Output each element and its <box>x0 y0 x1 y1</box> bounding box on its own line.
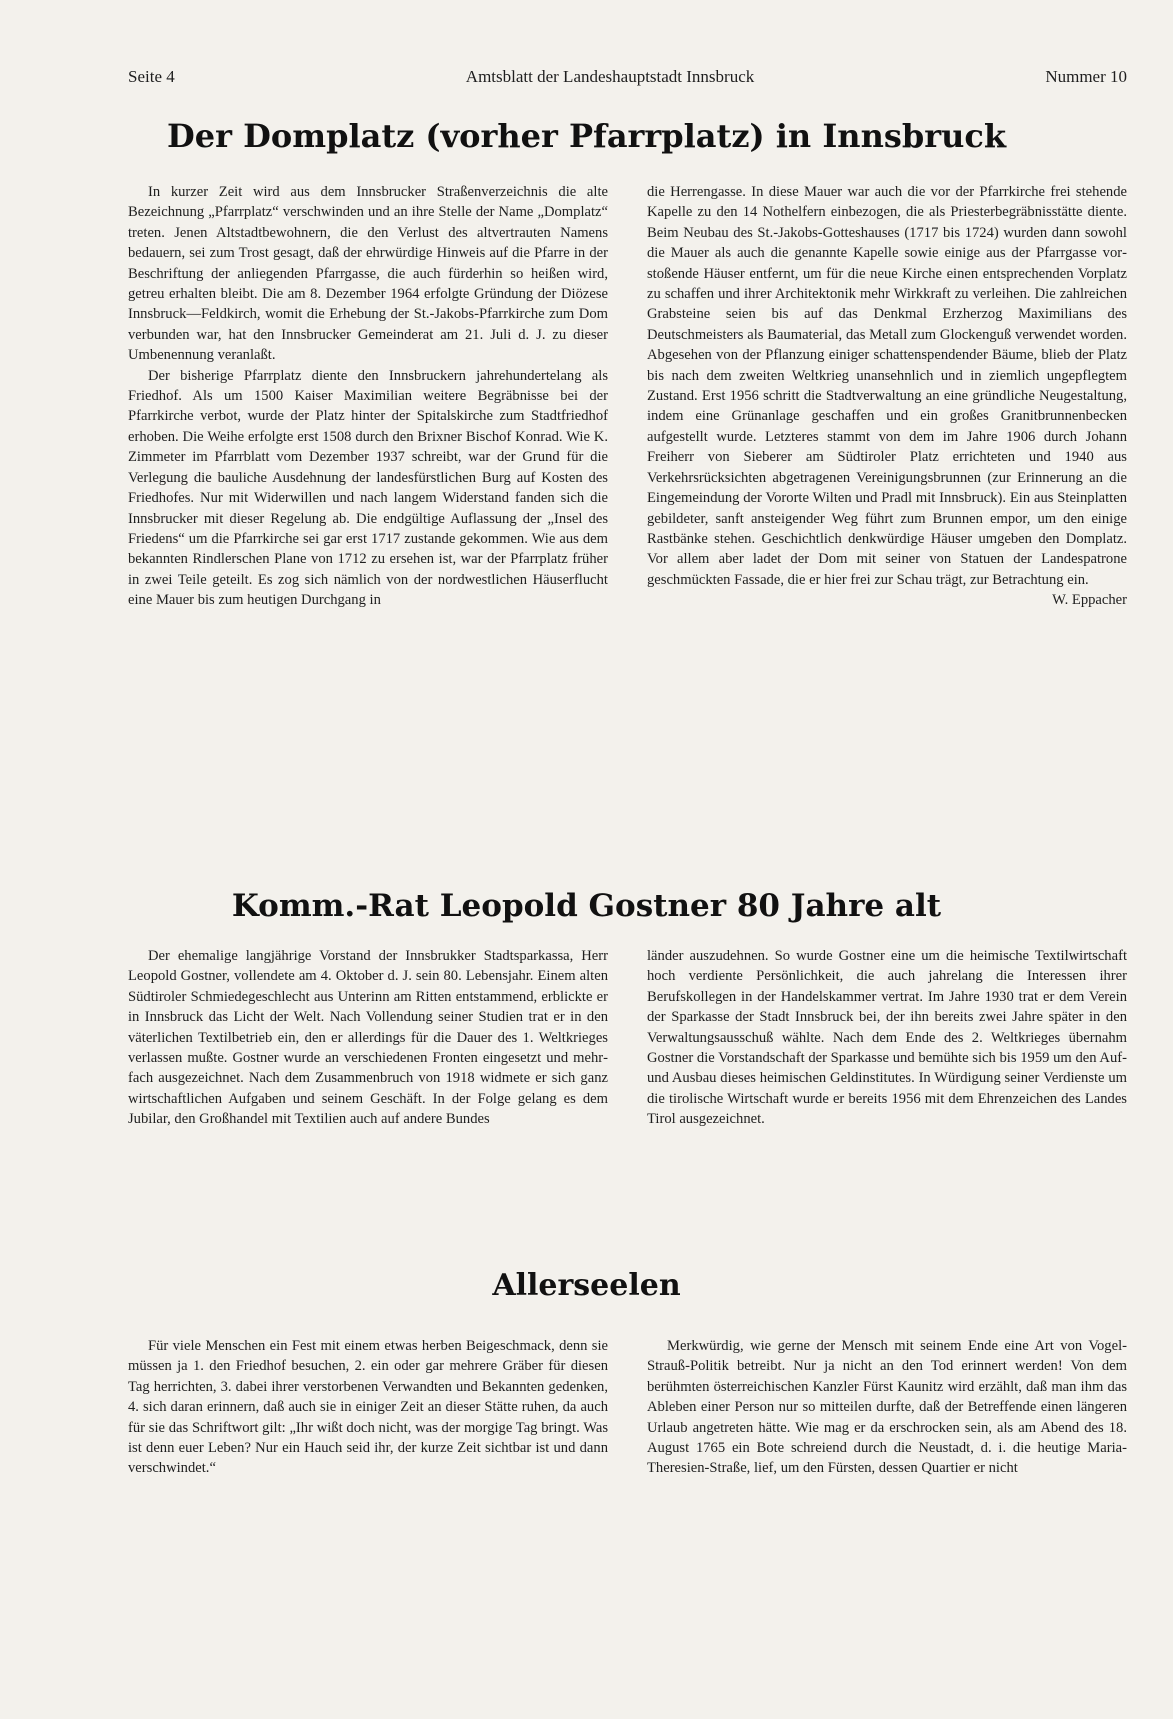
page-header <box>128 67 1127 87</box>
article-body-gostner <box>128 946 1127 1246</box>
paragraph-text: die Herrengasse. In diese Mauer war auch die vor der Pfarrkirche frei stehende Kapelle zu den 14 Nothelfern einbezogen, die als Priesterbegräbnisstätte diente. Beim Neubau des St.-Jakobs-Gotteshauses (1717 bis 1724) wurden dann sowohl die Mauer als auch die genannte Kapelle sowie einige aus der Pfarrgasse vorstoßende Häuser entfernt, um für die neue Kirche einen entsprechenden Vorplatz zu schaffen und ihrer Architektonik mehr Wirkkraft zu verleihen. Die zahlreichen Grabsteine seien bis auf das Denkmal Erzherzog Maximilians des Deutschmeisters als Baumaterial, das Metall zum Glockenguß verwendet worden. Abgesehen von der Pflanzung einiger schattenspendender Bäume, blieb der Platz bis nach dem zweiten Weltkrieg unansehnlich und in ziemlich ungepflegtem Zustand. Erst 1956 schritt die Stadtverwaltung an eine gründliche Neugestaltung, indem eine Grünanlage geschaffen und ein großes Granitbrunnenbecken aufgestellt wurde. Letzteres stammt von dem im Jahre 1906 durch Johann Freiherr von Sieberer am Südtiroler Platz errichteten und 1940 aus Verkehrsrücksichten abgetragenen Vereinigungsbrunnen (zur Erinnerung an die Eingemeindung der Vororte Wilten und Pradl mit Innsbruck). Ein aus Steinplatten gebildeter, sanft ansteigender Weg führt zum Brunnen empor, um den einige Rastbänke stehen. Geschichtlich denkwürdige Häuser umgeben den Domplatz. Vor allem aber ladet der Dom mit seiner von Statuen der Landespatrone geschmückten Fassade, die er hier frei zur Schau trägt, zur Betrachtung ein. <box>647 184 1127 588</box>
article-title-gostner: Komm.-Rat Leopold Gostner 80 Jahre alt <box>231 888 942 924</box>
article-body-domplatz <box>128 182 1127 852</box>
paragraph: Für viele Menschen ein Fest mit einem etwas herben Beigeschmack, denn sie müssen ja 1. den Friedhof besuchen, 2. ein oder gar mehrere Gräber für diesen Tag herrichten, 3. dabei ihrer verstorbenen Verwandten und Bekannten gedenken, 4. sich daran erinnern, daß auch sie in einiger Zeit an dieser Stätte ruhen, da auch für sie das Schriftwort gilt: „Ihr wißt doch nicht, was der morgige Tag bringt. Was ist denn euer Leben? Nur ein Hauch seid ihr, der kurze Zeit sichtbar ist und dann verschwindet.“ <box>128 1338 608 1477</box>
article-title-domplatz: Der Domplatz (vorher Pfarrplatz) in Innsbruck <box>167 117 1006 155</box>
paragraph <box>647 182 1127 609</box>
article-column-right <box>647 946 1127 1246</box>
paragraph: In kurzer Zeit wird aus dem Innsbrucker Straßenverzeichnis die alte Bezeichnung „Pfarrplatz“ verschwinden und an ihre Stelle der Name „Domplatz“ treten. Jenen Altstadtbewohnern, die den Verlust des altvertrauten Namens bedauern, sei zum Trost gesagt, daß der ehrwürdige Hinweis auf die Pfarre in der Beschriftung der anliegenden Pfarrgasse, die auch fürderhin so heißen wird, getreu erhalten bleibt. Die am 8. Dezember 1964 erfolgte Gründung der Diözese Innsbruck—Feldkirch, womit die Erhebung der St.-Jakobs-Pfarrkirche zum Dom verbunden war, hat den Innsbrucker Gemeinderat am 21. Juli d. J. zu dieser Umbenennung veranlaßt. <box>128 184 608 364</box>
paragraph: Der ehemalige langjährige Vorstand der Innsbrukker Stadtsparkassa, Herr Leopold Gostner, vollendete am 4. Oktober d. J. sein 80. Lebensjahr. Einem alten Südtiroler Schmiedegeschlecht aus Unterinn am Ritten entstammend, erblickte er in Innsbruck das Licht der Welt. Nach Vollendung seiner Studien trat er in den väterlichen Textilbetrieb ein, den er allerdings für die Dauer des 1. Weltkrieges verlassen mußte. Gostner wurde an verschiedenen Fronten eingesetzt und mehrfach ausgezeichnet. Nach dem Zusammenbruch von 1918 widmete er sich ganz wirtschaftlichen Aufgaben und seinem Geschäft. In der Folge gelang es dem Jubilar, den Großhandel mit Textilien auch auf andere Bundes <box>128 948 608 1128</box>
article-column-left <box>128 946 608 1246</box>
article-body-allerseelen <box>128 1336 1127 1477</box>
article-column-left <box>128 1336 608 1477</box>
author-signature: W. Eppacher <box>1052 592 1127 609</box>
paragraph: Der bisherige Pfarrplatz diente den Innsbruckern jahrehundertelang als Friedhof. Als um 1500 Kaiser Maximilian weitere Begräbnisse bei der Pfarrkirche verbot, wurde der Platz hinter der Spitalskirche zum Stadtfriedhof erhoben. Die Weihe erfolgte erst 1508 durch den Brixner Bischof Konrad. Wie K. Zimmeter im Pfarrblatt vom Dezember 1937 schreibt, war der Grund für die Verlegung die bauliche Ausdehnung der landesfürstlichen Burg auf Kosten des Friedhofes. Nur mit Widerwillen und nach langem Widerstand fanden sich die Innsbrucker mit dieser Regelung ab. Die endgültige Auflassung der „Insel des Friedens“ um die Pfarrkirche sei gar erst 1717 zustande gekommen. Wie aus dem bekannten Rindlerschen Plane von 1712 zu ersehen ist, war der Pfarrplatz früher in zwei Teile geteilt. Es zog sich nämlich von der nordwestlichen Häuserflucht eine Mauer bis zum heutigen Durchgang in <box>128 367 608 609</box>
page-number: Seite 4 <box>128 67 175 86</box>
article-column-left <box>128 182 608 852</box>
paragraph: länder auszudehnen. So wurde Gostner eine um die heimische Textilwirtschaft hoch verdiente Persönlichkeit, die auch jahrelang die Interessen ihrer Berufskollegen in der Handelskammer vertrat. Im Jahre 1930 trat er dem Verein der Sparkasse der Stadt Innsbruck bei, der ihn bereits zwei Jahre später in den Verwaltungsausschuß wählte. Nach dem Ende des 2. Weltkrieges übernahm Gostner die Vorstandschaft der Sparkasse und bemühte sich bis 1959 um den Auf- und Ausbau dieses heimischen Geldinstitutes. In Würdigung seiner Verdienste um die tirolische Wirtschaft wurde er bereits 1956 mit dem Ehrenzeichen des Landes Tirol ausgezeichnet. <box>647 948 1127 1128</box>
paragraph: Merkwürdig, wie gerne der Mensch mit seinem Ende eine Art von Vogel-Strauß-Politik betreibt. Nur ja nicht an den Tod erinnert werden! Von dem berühmten österreichischen Kanzler Fürst Kaunitz wird erzählt, daß man ihm das Ableben einer Person nur so mitteilen durfte, daß der Betreffende einen längeren Urlaub angetreten hätte. Wie mag er da erschrocken sein, als am Abend des 18. August 1765 ein Bote schreiend durch die Neustadt, d. i. die heutige Maria-Theresien-Straße, lief, um den Fürsten, dessen Quartier er nicht <box>647 1338 1127 1477</box>
issue-number: Nummer 10 <box>1045 67 1127 86</box>
article-column-right <box>647 182 1127 852</box>
article-title-allerseelen: Allerseelen <box>492 1268 681 1303</box>
publication-name: Amtsblatt der Landeshauptstadt Innsbruck <box>465 67 755 86</box>
article-column-right <box>647 1336 1127 1477</box>
